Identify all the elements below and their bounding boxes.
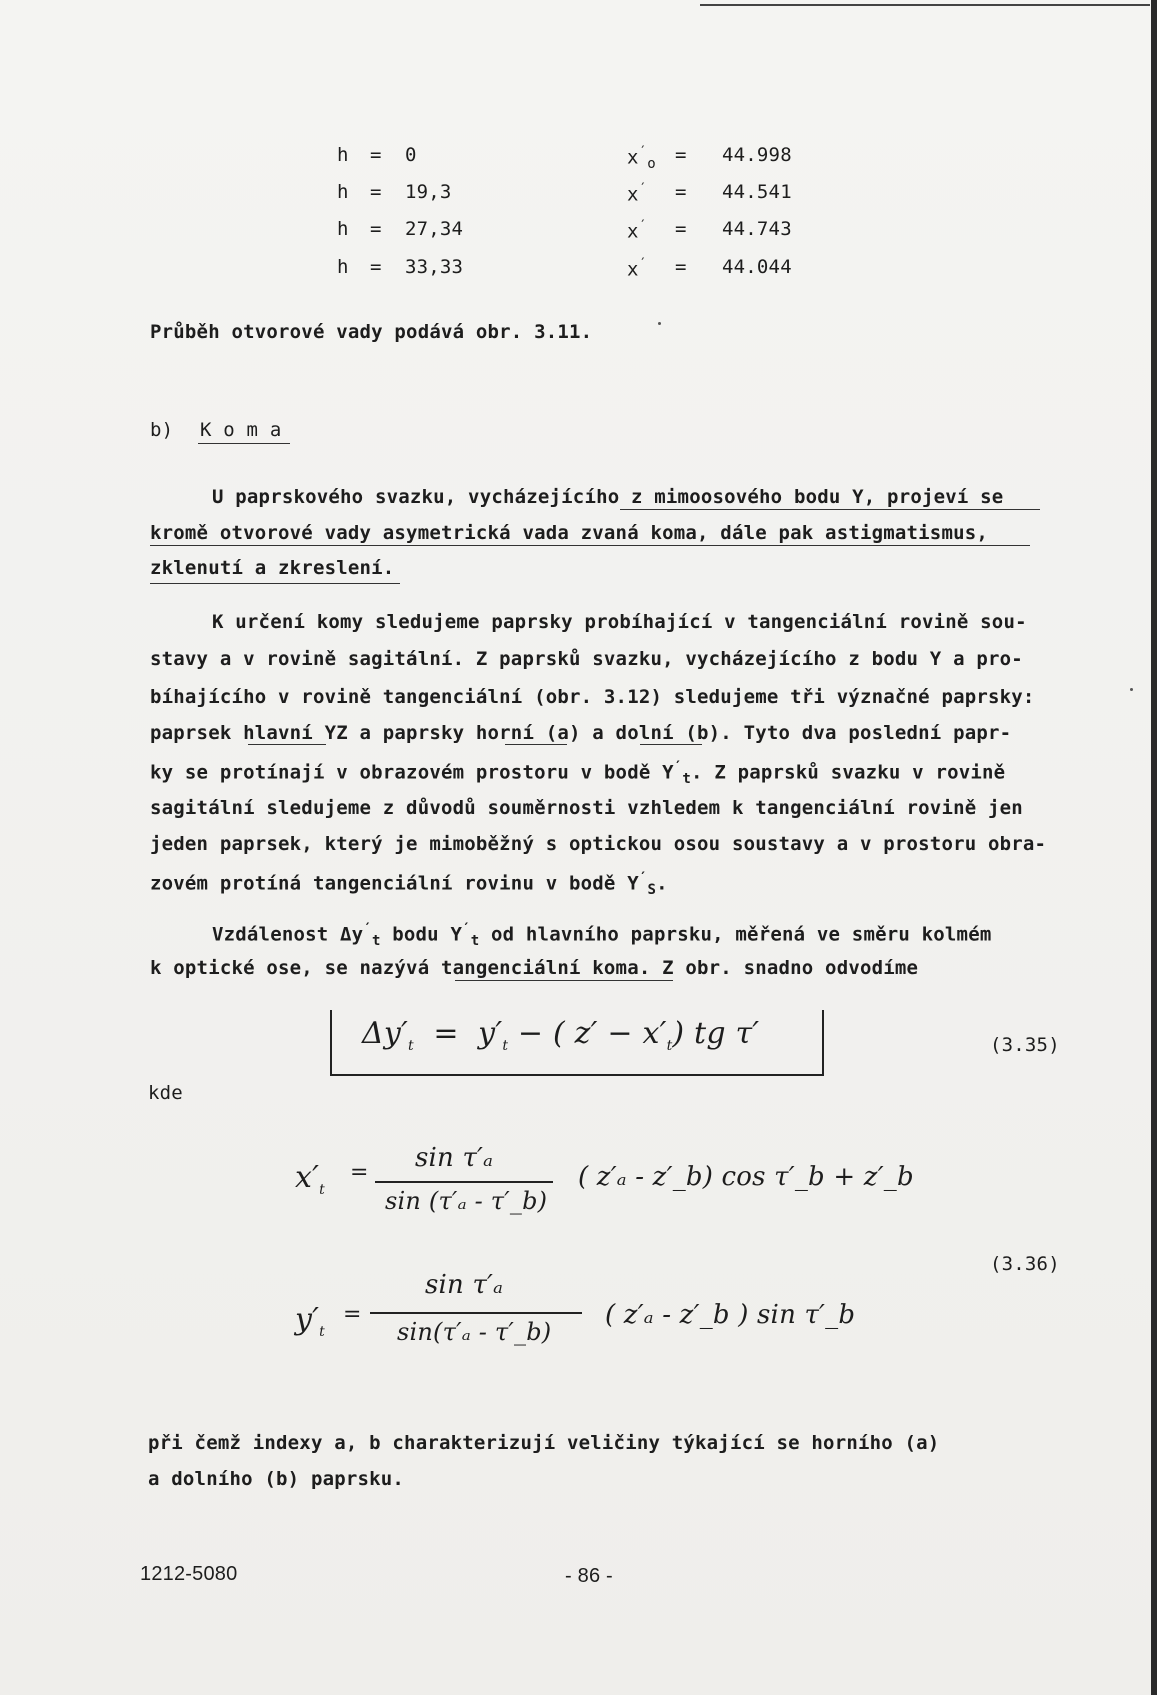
equals-sign: = — [370, 144, 382, 166]
paragraph-line: U paprskového svazku, vycházejícího z mimoosového bodu Y, projeví se — [212, 486, 1004, 508]
paragraph-line: jeden paprsek, který je mimoběžný s optickou osou soustavy a v prostoru obra- — [150, 833, 1047, 855]
equation-number: (3.36) — [990, 1253, 1060, 1275]
equals-sign: = — [370, 256, 382, 278]
x-t-rest: ( z′ₐ - z′_b) cos τ′_b + z′_b — [578, 1162, 914, 1192]
h-value: 19,3 — [405, 181, 452, 203]
x-t-denominator: sin (τ′ₐ - τ′_b) — [385, 1187, 548, 1215]
paragraph-line: ky se protínají v obrazovém prostoru v bodě $Y'_t$. Z paprsků svazku v rovině — [150, 759, 1006, 788]
handwritten-underline — [505, 744, 567, 745]
x-t-equals: = — [350, 1160, 369, 1185]
x-t-numerator: sin τ′ₐ — [415, 1143, 494, 1173]
x-value: 44.998 — [722, 144, 792, 166]
section-prefix: b) — [150, 419, 174, 441]
section-title: K o m a — [200, 419, 282, 441]
x-value: 44.541 — [722, 181, 792, 203]
x-value: 44.044 — [722, 256, 792, 278]
kde-label: kde — [148, 1082, 183, 1104]
paragraph-line: bíhajícího v rovině tangenciální (obr. 3.12) sledujeme tři význačné paprsky: — [150, 686, 1035, 708]
equation-number: (3.35) — [990, 1034, 1060, 1056]
paragraph-line: Vzdálenost $\Delta y'_t$ bodu $Y'_t$ od hlavního paprsku, měřená ve směru kolmém — [212, 921, 992, 950]
handwritten-underline — [455, 980, 673, 981]
section-title-underline — [198, 443, 290, 444]
equals-sign: = — [675, 181, 687, 203]
paragraph-line: K určení komy sledujeme paprsky probíhající v tangenciální rovině sou- — [212, 611, 1027, 633]
paragraph-line: zovém protíná tangenciální rovinu v bodě $Y'_S$. — [150, 870, 668, 899]
scan-speck — [1130, 688, 1133, 691]
h-value: 27,34 — [405, 218, 464, 240]
x-t-lhs: $x'_t$ — [295, 1160, 325, 1198]
handwritten-underline — [248, 744, 326, 745]
x-label: x′ — [627, 256, 648, 281]
equals-sign: = — [675, 144, 687, 166]
equation-3-35: $\Delta y'_t = y'_t$ − ( $z' - x'_t$) tg τ′ — [362, 1016, 760, 1054]
scan-top-rule — [700, 4, 1150, 6]
x-label: x′ — [627, 181, 648, 206]
y-t-equals: = — [343, 1302, 362, 1327]
equals-sign: = — [370, 181, 382, 203]
paragraph-line: zklenutí a zkreslení. — [150, 557, 395, 579]
y-t-lhs: $y'_t$ — [295, 1302, 325, 1340]
paragraph-line: a dolního (b) paprsku. — [148, 1468, 405, 1490]
paragraph-line: stavy a v rovině sagitální. Z paprsků svazku, vycházejícího z bodu Y a pro- — [150, 648, 1023, 670]
paragraph-line: kromě otvorové vady asymetrická vada zvaná koma, dále pak astigmatismus, — [150, 522, 989, 544]
paragraph-line: k optické ose, se nazývá tangenciální koma. Z obr. snadno odvodíme — [150, 957, 919, 979]
h-label: h — [337, 181, 349, 203]
h-label: h — [337, 218, 349, 240]
page-number: - 86 - — [565, 1565, 613, 1587]
fraction-bar — [375, 1181, 553, 1183]
y-t-numerator: sin τ′ₐ — [425, 1270, 504, 1300]
handwritten-underline — [150, 583, 400, 584]
paragraph-line: sagitální sledujeme z důvodů souměrnosti vzhledem k tangenciální rovině jen — [150, 797, 1023, 819]
x-value: 44.743 — [722, 218, 792, 240]
paragraph-line: při čemž indexy a, b charakterizují veličiny týkající se horního (a) — [148, 1432, 940, 1454]
paragraph-prubeh: Průběh otvorové vady podává obr. 3.11. — [150, 321, 593, 343]
equals-sign: = — [675, 218, 687, 240]
h-value: 0 — [405, 144, 417, 166]
y-t-rest: ( z′ₐ - z′_b ) sin τ′_b — [605, 1300, 856, 1330]
equals-sign: = — [370, 218, 382, 240]
y-t-denominator: sin(τ′ₐ - τ′_b) — [397, 1318, 552, 1346]
h-label: h — [337, 144, 349, 166]
equals-sign: = — [675, 256, 687, 278]
handwritten-underline — [640, 744, 702, 745]
handwritten-underline — [620, 509, 1040, 510]
h-label: h — [337, 256, 349, 278]
scan-edge-shadow — [1151, 0, 1157, 1695]
x-label: $x'_o$ — [627, 144, 656, 173]
handwritten-underline — [150, 545, 1030, 546]
paragraph-line: paprsek hlavní YZ a paprsky horní (a) a dolní (b). Tyto dva poslední papr- — [150, 722, 1012, 744]
h-value: 33,33 — [405, 256, 464, 278]
fraction-bar — [370, 1312, 582, 1314]
x-label: x′ — [627, 218, 648, 243]
document-code: 1212-5080 — [140, 1563, 238, 1585]
scan-speck — [658, 322, 661, 325]
